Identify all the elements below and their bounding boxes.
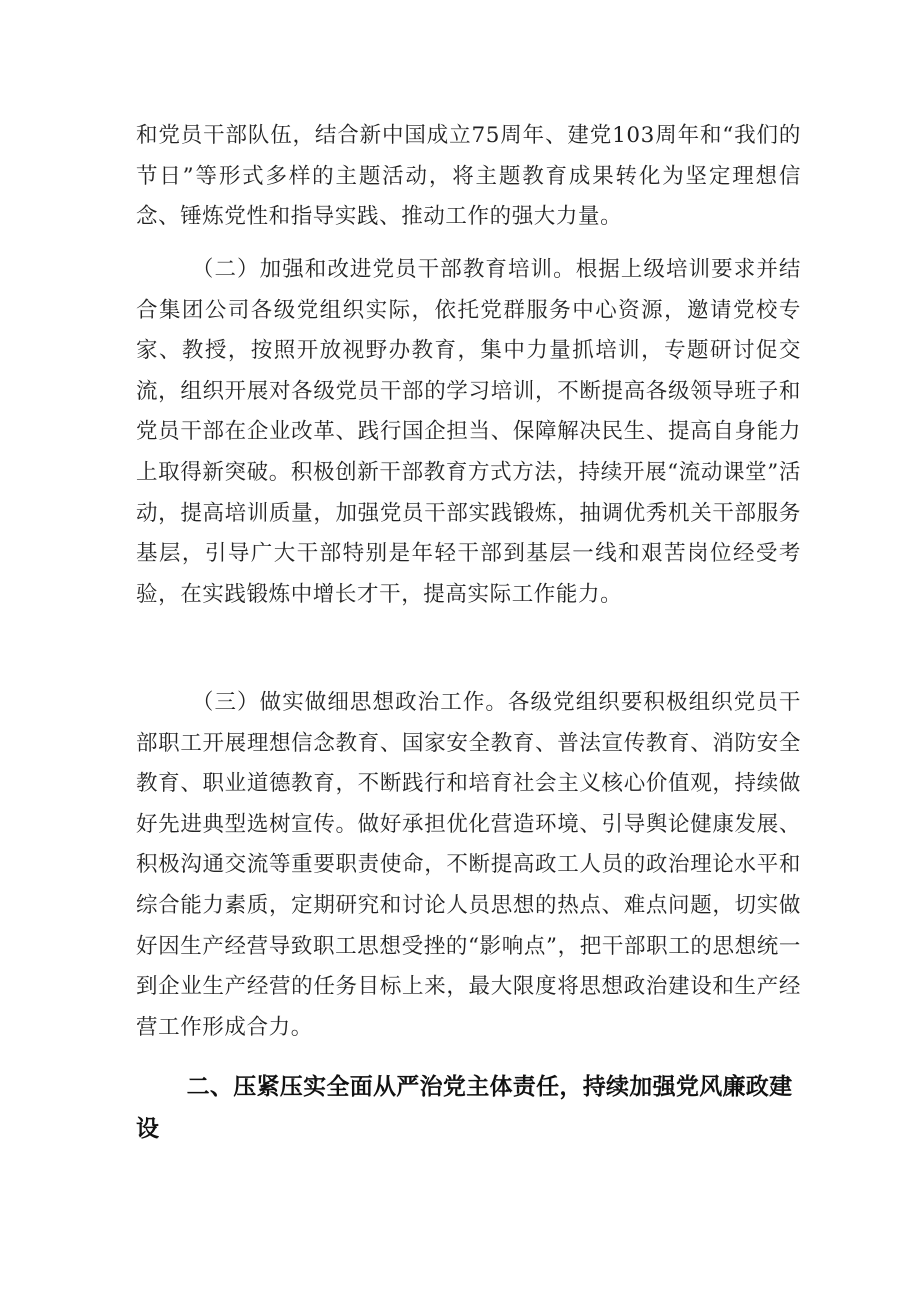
section-heading: 二、压紧压实全面从严治党主体责任，持续加强党风廉政建设 xyxy=(136,1074,793,1142)
document-body-paragraph xyxy=(136,250,801,615)
document-body-paragraph xyxy=(136,116,801,238)
paragraph-continued: 和党员干部队伍，结合新中国成立75周年、建党103周年和“我们的节日”等形式多样的主题活动，将主题教育成果转化为坚定理想信念、锤炼党性和指导实践、推动工作的强大力量。 xyxy=(136,123,801,230)
document-body-paragraph xyxy=(136,683,801,1048)
paragraph-education-training: （二）加强和改进党员干部教育培训。根据上级培训要求并结合集团公司各级党组织实际，依托党群服务中心资源，邀请党校专家、教授，按照开放视野办教育，集中力量抓培训，专题研讨促交流，组织开展对各级党员干部的学习培训，不断提高各级领导班子和党员干部在企业改革、践行国企担当、保障解决民生、提高自身能力上取得新突破。积极创新干部教育方式方法，持续开展“流动课堂”活动，提高培训质量，加强党员干部实践锻炼，抽调优秀机关干部服务基层，引导广大干部特别是年轻干部到基层一线和艰苦岗位经受考验，在实践锻炼中增长才干，提高实际工作能力。 xyxy=(136,257,801,607)
paragraph-ideological-work: （三）做实做细思想政治工作。各级党组织要积极组织党员干部职工开展理想信念教育、国家安全教育、普法宣传教育、消防安全教育、职业道德教育，不断践行和培育社会主义核心价值观，持续做好先进典型选树宣传。做好承担优化营造环境、引导舆论健康发展、积极沟通交流等重要职责使命，不断提高政工人员的政治理论水平和综合能力素质，定期研究和讨论人员思想的热点、难点问题，切实做好因生产经营导致职工思想受挫的“影响点”，把干部职工的思想统一到企业生产经营的任务目标上来，最大限度将思想政治建设和生产经营工作形成合力。 xyxy=(136,690,801,1040)
